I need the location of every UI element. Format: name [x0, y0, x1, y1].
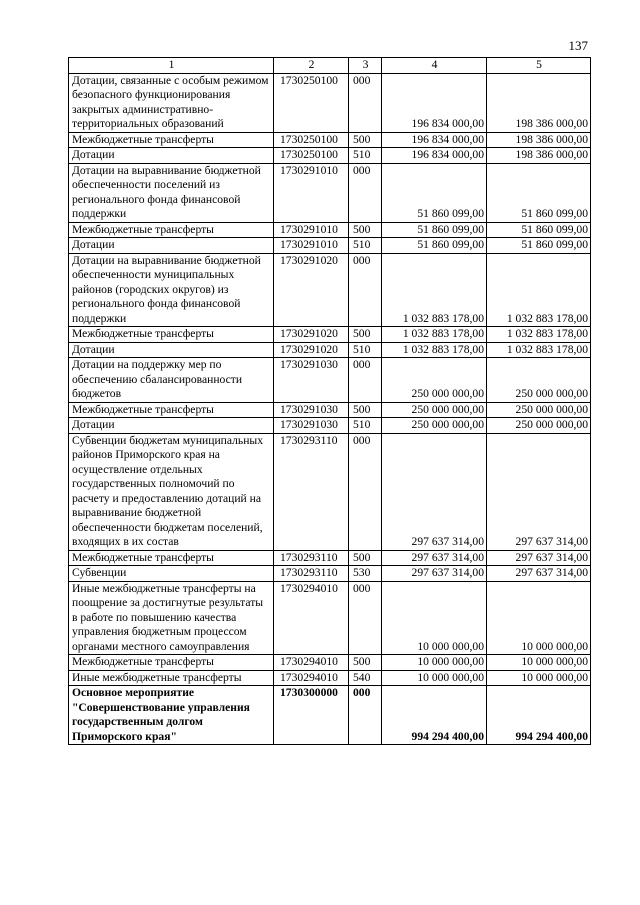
- row-amount-2021-cell: 1 032 883 178,00: [487, 342, 591, 358]
- row-vr-cell: 510: [349, 148, 382, 164]
- column-header-1: 1: [69, 58, 274, 74]
- row-amount-2020-cell: 297 637 314,00: [382, 550, 487, 566]
- row-name-cell: Субвенции: [69, 566, 274, 582]
- column-header-5: 5: [487, 58, 591, 74]
- row-name-cell: Межбюджетные трансферты: [69, 655, 274, 671]
- row-amount-2020-cell: 51 860 099,00: [382, 163, 487, 222]
- row-amount-2021-cell: 250 000 000,00: [487, 358, 591, 403]
- row-code-cell: 1730291030: [274, 358, 349, 403]
- row-amount-2021-cell: 250 000 000,00: [487, 418, 591, 434]
- row-vr-cell: 000: [349, 433, 382, 550]
- row-amount-2020-cell: 1 032 883 178,00: [382, 253, 487, 327]
- row-vr-cell: 500: [349, 550, 382, 566]
- table-row: [69, 148, 591, 164]
- row-vr-cell: 530: [349, 566, 382, 582]
- row-amount-2021-cell: 297 637 314,00: [487, 566, 591, 582]
- row-amount-2021-cell: 51 860 099,00: [487, 222, 591, 238]
- row-amount-2021-cell: 297 637 314,00: [487, 433, 591, 550]
- row-amount-2020-cell: 10 000 000,00: [382, 670, 487, 686]
- table-row: [69, 73, 591, 132]
- row-code-cell: 1730291030: [274, 418, 349, 434]
- row-amount-2020-cell: 1 032 883 178,00: [382, 327, 487, 343]
- row-amount-2021-cell: 198 386 000,00: [487, 132, 591, 148]
- row-code-cell: 1730291020: [274, 327, 349, 343]
- row-amount-2021-cell: 10 000 000,00: [487, 581, 591, 655]
- row-name-cell: Дотации: [69, 148, 274, 164]
- row-code-cell: 1730250100: [274, 148, 349, 164]
- row-name-cell: Межбюджетные трансферты: [69, 550, 274, 566]
- table-row: [69, 550, 591, 566]
- row-code-cell: 1730294010: [274, 581, 349, 655]
- row-name-cell: Межбюджетные трансферты: [69, 327, 274, 343]
- row-vr-cell: 000: [349, 73, 382, 132]
- row-amount-2020-cell: 10 000 000,00: [382, 581, 487, 655]
- row-vr-cell: 500: [349, 327, 382, 343]
- row-amount-2021-cell: 1 032 883 178,00: [487, 327, 591, 343]
- table-row: [69, 581, 591, 655]
- row-amount-2020-cell: 297 637 314,00: [382, 566, 487, 582]
- row-code-cell: 1730291020: [274, 253, 349, 327]
- row-amount-2020-cell: 196 834 000,00: [382, 132, 487, 148]
- table-row: [69, 686, 591, 745]
- row-name-cell: Иные межбюджетные трансферты на поощрение за достигнутые результаты в работе по повышению качества управления бюджетным процессом органами местного самоуправления: [69, 581, 274, 655]
- row-code-cell: 1730291030: [274, 402, 349, 418]
- row-amount-2021-cell: 51 860 099,00: [487, 238, 591, 254]
- row-vr-cell: 500: [349, 402, 382, 418]
- table-row: [69, 132, 591, 148]
- row-vr-cell: 510: [349, 342, 382, 358]
- row-amount-2021-cell: 1 032 883 178,00: [487, 253, 591, 327]
- row-amount-2021-cell: 297 637 314,00: [487, 550, 591, 566]
- table-row: [69, 670, 591, 686]
- row-name-cell: Межбюджетные трансферты: [69, 222, 274, 238]
- table-row: [69, 238, 591, 254]
- row-name-cell: Дотации на поддержку мер по обеспечению сбалансированности бюджетов: [69, 358, 274, 403]
- row-code-cell: 1730293110: [274, 433, 349, 550]
- row-name-cell: Дотации на выравнивание бюджетной обеспеченности муниципальных районов (городских округов) из регионального фонда финансовой поддержки: [69, 253, 274, 327]
- row-vr-cell: 540: [349, 670, 382, 686]
- row-code-cell: 1730293110: [274, 566, 349, 582]
- row-amount-2020-cell: 250 000 000,00: [382, 418, 487, 434]
- row-amount-2020-cell: 994 294 400,00: [382, 686, 487, 745]
- page-number: 137: [568, 38, 588, 53]
- row-amount-2021-cell: 198 386 000,00: [487, 148, 591, 164]
- row-amount-2021-cell: 51 860 099,00: [487, 163, 591, 222]
- table-row: [69, 358, 591, 403]
- row-code-cell: 1730293110: [274, 550, 349, 566]
- row-amount-2020-cell: 196 834 000,00: [382, 73, 487, 132]
- row-code-cell: 1730250100: [274, 132, 349, 148]
- row-amount-2021-cell: 250 000 000,00: [487, 402, 591, 418]
- table-row: [69, 402, 591, 418]
- table-row: [69, 222, 591, 238]
- column-header-3: 3: [349, 58, 382, 74]
- row-vr-cell: 510: [349, 238, 382, 254]
- table-row: [69, 433, 591, 550]
- row-name-cell: Дотации на выравнивание бюджетной обеспеченности поселений из регионального фонда финансовой поддержки: [69, 163, 274, 222]
- column-header-2: 2: [274, 58, 349, 74]
- row-amount-2020-cell: 250 000 000,00: [382, 358, 487, 403]
- table-row: [69, 418, 591, 434]
- row-vr-cell: 500: [349, 132, 382, 148]
- row-vr-cell: 000: [349, 163, 382, 222]
- row-vr-cell: 000: [349, 253, 382, 327]
- row-amount-2020-cell: 297 637 314,00: [382, 433, 487, 550]
- table-row: [69, 163, 591, 222]
- header-row: [69, 58, 591, 74]
- row-vr-cell: 000: [349, 358, 382, 403]
- row-code-cell: 1730291010: [274, 238, 349, 254]
- row-amount-2020-cell: 196 834 000,00: [382, 148, 487, 164]
- row-code-cell: 1730291020: [274, 342, 349, 358]
- row-code-cell: 1730291010: [274, 222, 349, 238]
- column-header-4: 4: [382, 58, 487, 74]
- row-amount-2020-cell: 51 860 099,00: [382, 222, 487, 238]
- row-amount-2020-cell: 10 000 000,00: [382, 655, 487, 671]
- row-name-cell: Дотации: [69, 418, 274, 434]
- row-vr-cell: 500: [349, 222, 382, 238]
- row-amount-2020-cell: 1 032 883 178,00: [382, 342, 487, 358]
- row-amount-2021-cell: 10 000 000,00: [487, 670, 591, 686]
- row-name-cell: Межбюджетные трансферты: [69, 402, 274, 418]
- table-row: [69, 655, 591, 671]
- row-code-cell: 1730291010: [274, 163, 349, 222]
- row-code-cell: 1730294010: [274, 670, 349, 686]
- row-vr-cell: 500: [349, 655, 382, 671]
- table-row: [69, 342, 591, 358]
- row-amount-2020-cell: 51 860 099,00: [382, 238, 487, 254]
- table-body: [69, 73, 591, 745]
- row-vr-cell: 000: [349, 686, 382, 745]
- row-name-cell: Дотации, связанные с особым режимом безопасного функционирования закрытых административно-территориальных образований: [69, 73, 274, 132]
- row-name-cell: Основное мероприятие "Совершенствование управления государственным долгом Приморского края": [69, 686, 274, 745]
- row-name-cell: Межбюджетные трансферты: [69, 132, 274, 148]
- row-vr-cell: 000: [349, 581, 382, 655]
- table-row: [69, 253, 591, 327]
- row-amount-2021-cell: 10 000 000,00: [487, 655, 591, 671]
- row-name-cell: Субвенции бюджетам муниципальных районов Приморского края на осуществление отдельных государственных полномочий по расчету и предоставлению дотаций на выравнивание бюджетной обеспеченности бюджетам поселений, входящих в их состав: [69, 433, 274, 550]
- row-name-cell: Дотации: [69, 342, 274, 358]
- row-name-cell: Дотации: [69, 238, 274, 254]
- row-code-cell: 1730250100: [274, 73, 349, 132]
- table-row: [69, 566, 591, 582]
- budget-table: [68, 57, 591, 745]
- row-amount-2021-cell: 994 294 400,00: [487, 686, 591, 745]
- row-code-cell: 1730300000: [274, 686, 349, 745]
- row-vr-cell: 510: [349, 418, 382, 434]
- row-amount-2021-cell: 198 386 000,00: [487, 73, 591, 132]
- row-code-cell: 1730294010: [274, 655, 349, 671]
- table-row: [69, 327, 591, 343]
- row-name-cell: Иные межбюджетные трансферты: [69, 670, 274, 686]
- row-amount-2020-cell: 250 000 000,00: [382, 402, 487, 418]
